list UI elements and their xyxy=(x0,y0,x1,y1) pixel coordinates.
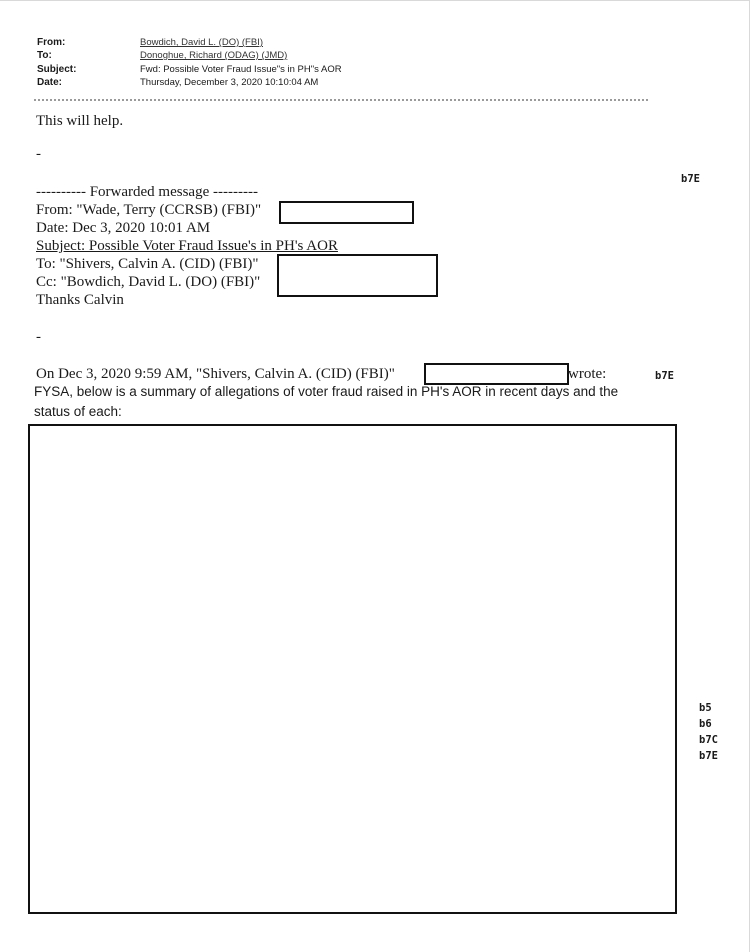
date-value: Thursday, December 3, 2020 10:10:04 AM xyxy=(140,77,319,88)
fwd-date-line: Date: Dec 3, 2020 10:01 AM xyxy=(36,220,211,236)
subject-label: Subject: xyxy=(37,64,77,75)
date-label: Date: xyxy=(37,77,63,88)
exemption-code-b5: b5 xyxy=(699,702,712,714)
redaction-box-summary-block xyxy=(28,424,677,914)
subject-value: Fwd: Possible Voter Fraud Issue"s in PH"s AOR xyxy=(140,64,342,75)
redaction-box-sender-email xyxy=(424,363,569,385)
fwd-cc-line: Cc: "Bowdich, David L. (DO) (FBI)" xyxy=(36,274,261,290)
to-label: To: xyxy=(37,50,52,61)
on-date-line: On Dec 3, 2020 9:59 AM, "Shivers, Calvin A. (CID) (FBI)" xyxy=(36,366,395,382)
redaction-box-to-cc-emails xyxy=(277,254,438,297)
exemption-code-b7e: b7E xyxy=(699,750,718,762)
to-value[interactable]: Donoghue, Richard (ODAG) (JMD) xyxy=(140,50,288,61)
forwarded-marker: ---------- Forwarded message --------- xyxy=(36,184,258,200)
page-top-edge xyxy=(0,0,750,1)
fwd-subject-line: Subject: Possible Voter Fraud Issue's in PH's AOR xyxy=(36,238,338,254)
exemption-code-b7c: b7C xyxy=(699,734,718,746)
exemption-code-stack xyxy=(699,700,718,764)
fysa-line-1: FYSA, below is a summary of allegations of voter fraud raised in PH's AOR in recent days and the xyxy=(34,384,619,399)
header-divider xyxy=(34,99,648,101)
exemption-code-b6: b6 xyxy=(699,718,712,730)
exemption-code-1: b7E xyxy=(681,173,700,185)
dash-separator-1: - xyxy=(36,146,41,162)
wrote-text: wrote: xyxy=(568,366,607,382)
fwd-to-line: To: "Shivers, Calvin A. (CID) (FBI)" xyxy=(36,256,259,272)
fwd-from-line: From: "Wade, Terry (CCRSB) (FBI)" xyxy=(36,202,262,218)
exemption-code-2: b7E xyxy=(655,370,674,382)
from-label: From: xyxy=(37,37,66,48)
intro-text: This will help. xyxy=(36,113,124,129)
fysa-line-2: status of each: xyxy=(34,404,122,419)
thanks-line: Thanks Calvin xyxy=(36,292,124,308)
from-value[interactable]: Bowdich, David L. (DO) (FBI) xyxy=(140,37,263,48)
redaction-box-from-email xyxy=(279,201,414,224)
dash-separator-2: - xyxy=(36,329,41,345)
